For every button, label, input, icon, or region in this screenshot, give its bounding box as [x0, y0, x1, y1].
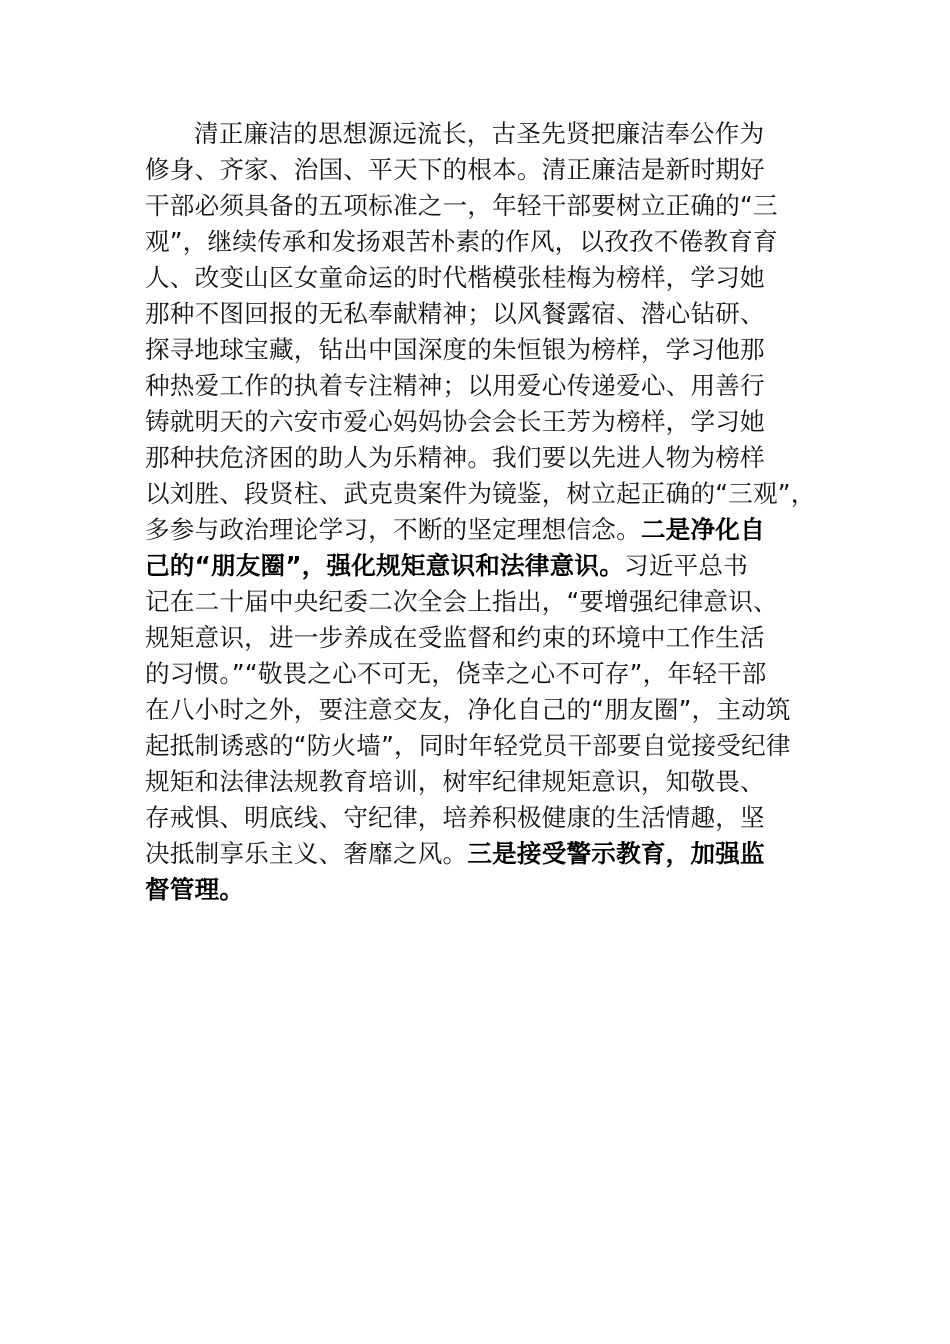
text-line	[145, 620, 815, 656]
text-line	[145, 260, 815, 296]
text-line	[145, 512, 815, 548]
bold-text-run: 督管理。	[145, 875, 245, 904]
text-run: 在八小时之外，要注意交友，净化自己的“朋友圈”，主动筑	[145, 695, 791, 724]
text-line	[145, 764, 815, 800]
text-run: 修身、齐家、治国、平天下的根本。清正廉洁是新时期好	[145, 155, 765, 184]
text-line	[145, 404, 815, 440]
text-run: 存戒惧、明底线、守纪律，培养积极健康的生活情趣，坚	[145, 803, 765, 832]
bold-text-run: 己的“朋友圈”，强化规矩意识和法律意识。	[145, 551, 625, 580]
text-line	[145, 296, 815, 332]
text-run: 铸就明天的六安市爱心妈妈协会会长王芳为榜样，学习她	[145, 407, 765, 436]
text-run: 的习惯。”“敬畏之心不可无，侥幸之心不可存”，年轻干部	[145, 659, 767, 688]
text-run: 规矩意识，进一步养成在受监督和约束的环境中工作生活	[145, 623, 765, 652]
text-line	[145, 440, 815, 476]
text-run: 以刘胜、段贤柱、武克贵案件为镜鉴，树立起正确的“三观”，	[145, 479, 816, 508]
text-run: 规矩和法律法规教育培训，树牢纪律规矩意识，知敬畏、	[145, 767, 765, 796]
body-paragraph	[145, 116, 815, 908]
text-line	[145, 332, 815, 368]
text-line	[145, 656, 815, 692]
text-line	[145, 476, 815, 512]
text-run: 干部必须具备的五项标准之一，年轻干部要树立正确的“三	[145, 191, 778, 220]
text-run: 探寻地球宝藏，钻出中国深度的朱恒银为榜样，学习他那	[145, 335, 765, 364]
text-run: 清正廉洁的思想源远流长，古圣先贤把廉洁奉公作为	[194, 119, 765, 148]
text-line	[145, 836, 815, 872]
text-line	[145, 116, 815, 152]
text-line	[145, 872, 815, 908]
text-run: 习近平总书	[624, 551, 749, 580]
text-run: 观”，继续传承和发扬艰苦朴素的作风，以孜孜不倦教育育	[145, 227, 778, 256]
text-line	[145, 584, 815, 620]
text-line	[145, 692, 815, 728]
text-line	[145, 728, 815, 764]
text-line	[145, 224, 815, 260]
text-run: 那种扶危济困的助人为乐精神。我们要以先进人物为榜样	[145, 443, 765, 472]
text-run: 多参与政治理论学习，不断的坚定理想信念。	[145, 515, 641, 544]
text-line	[145, 548, 815, 584]
text-run: 人、改变山区女童命运的时代楷模张桂梅为榜样，学习她	[145, 263, 765, 292]
text-line	[145, 152, 815, 188]
text-run: 起抵制诱惑的“防火墙”，同时年轻党员干部要自觉接受纪律	[145, 731, 791, 760]
text-line	[145, 368, 815, 404]
text-run: 那种不图回报的无私奉献精神；以风餐露宿、潜心钻研、	[145, 299, 765, 328]
text-run: 记在二十届中央纪委二次全会上指出，“要增强纪律意识、	[145, 587, 778, 616]
text-run: 种热爱工作的执着专注精神；以用爱心传递爱心、用善行	[145, 371, 765, 400]
bold-text-run: 二是净化自	[640, 515, 765, 544]
text-line	[145, 800, 815, 836]
bold-text-run: 三是接受警示教育，加强监	[467, 839, 765, 868]
text-run: 决抵制享乐主义、奢靡之风。	[145, 839, 468, 868]
text-line	[145, 188, 815, 224]
